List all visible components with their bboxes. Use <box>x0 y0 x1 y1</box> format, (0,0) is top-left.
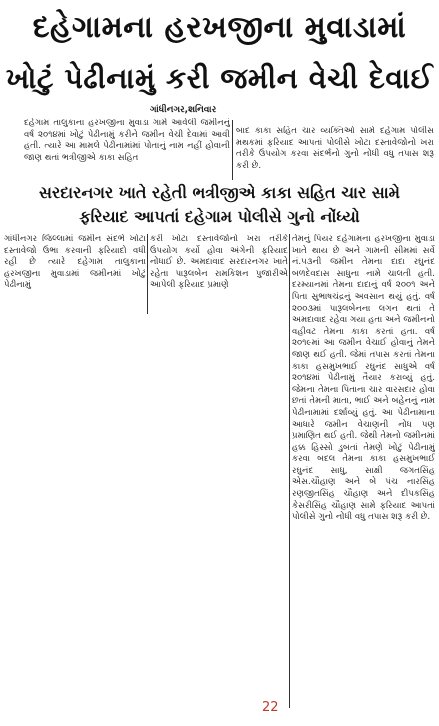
body-text-2: કરી ખોટા દસ્તાવેજોનો ખરા તરીકે ઉપયોગ કર્યો હોવા અંગેની ફરિયાદ નોંધાઈ છે. અમદાવાદ સરદારનગર ખાતે રહેતા પારૂલબેન રામકિશન પુજારીએ આપેલી ફરિયાદ પ્રમાણે <box>150 234 288 291</box>
dateline: ગાંધીનગર,શનિવાર <box>150 105 217 115</box>
subheadline-line-1: સરદારનગર ખાતે રહેતી ભત્રીજીએ કાકા સહિત ચાર સામે <box>39 183 400 202</box>
headline-line-2: ખોટું પેઢીનામું કરી જમીન વેચી દેવાઈ <box>5 62 434 95</box>
subheadline-line-2: ફરિયાદ આપતાં દહેગામ પોલીસે ગુનો નોંધ્યો <box>79 207 360 226</box>
intro-column-2 <box>236 126 434 180</box>
body-text-1: ગાંધીનગર જિલ્લામાં જમીન સંદર્ભે ખોટા દસ્તાવેજો ઉભા કરવાની ફરિયાદો વધી રહી છે ત્યારે દહેગામ તાલુકાના હરખજીના મુવાડામાં જમીનમાં ખોટું પેઢીનામું <box>4 234 146 291</box>
column-divider <box>147 234 148 314</box>
intro-text-2: બાદ કાકા સહિત ચાર વ્યક્તિઓ સામે દહેગામ પોલીસ મથકમાં ફરિયાદ આપતાં પોલીસે ખોટા દસ્તાવેજોનો ખરા તરીકે ઉપયોગ કરવા સંદર્ભનો ગુનો નોંધી વધુ તપાસ શરૂ કરી છે. <box>236 126 434 171</box>
body-column-1 <box>4 234 146 334</box>
headline-line-1: દહેગામના હરખજીના મુવાડામાં <box>32 10 407 45</box>
intro-column-1 <box>24 118 230 172</box>
body-column-3 <box>292 234 435 708</box>
intro-text-1: દહેગામ તાલુકાના હરખજીના મુવાડા ગામે આવેલી જમીનનું વર્ષ ૨૦૧૪માં ખોટું પેઢીનામું કરીને જમીન વેચી દેવામાં આવી હતી. ત્યારે આ મામલે પેઢીનામાંમાં પોતાનું નામ નહીં હોવાની જાણ થતાં ભત્રીજીએ કાકા સહિત <box>24 118 230 163</box>
column-divider <box>289 234 290 708</box>
column-divider <box>232 120 233 180</box>
page-number: 22 <box>262 700 279 715</box>
body-text-3: તેમનું પિયર દહેગામના હરખજીના મુવાડા ખાતે થાય છે અને ગામની સીમમાં સર્વે નં.૫૩ની જમીન તેમના દાદા રઘુનંદ બળદેવદાસ સાધુના નામે ચાલતી હતી. દરમ્યાનમાં તેમના દાદાનું વર્ષ ૨૦૦૧ અને પિતા સુભાષચંદ્રનું અવસાન થયું હતું. વર્ષ ૨૦૦૩માં પારૂલબેનના લગન થતાં તે અમદાવાદ રહેવા ગયા હતા અને જમીનનો વહીવટ તેમના કાકા કરતાં હતા. વર્ષ ૨૦૧૯માં આ જમીન વેચાઈ હોવાનું તેમને જાણ થઈ હતી. જેમાં તપાસ કરતાં તેમના કાકા હસમુખભાઈ રઘુનંદ સાધુએ વર્ષ ૨૦૧૪માં પેઢીનામું તૈયાર કરાવ્યું હતું. જેમના તેમના પિતાના ચાર વારસદાર હોવા છતાં તેમની માતા, ભાઈ અને બહેનનું નામ પેઢીનામામાં દર્શાવ્યું હતું. આ પેઢીનામાના આધારે જમીન વેચાણની નોંધ પણ પ્રમાણિત થઈ હતી. જેથી તેમનો જમીનમાં હક્ક હિસ્સો ડુબતાં તેમણે ખોટું પેઢીનામું કરવા બદલ તેમના કાકા હસમુખભાઈ રઘુનંદ સાધુ, સાક્ષી જગતસિંહ એસ.ચૌહાણ અને બે પંચ નારસિંહ રણજીતસિંહ ચૌહાણ અને દીપકસિંહ કેસરીસિંહ ચૌહાણ સામે ફરિયાદ આપતાં પોલીસે ગુનો નોંધી વધુ તપાસ શરૂ કરી છે. <box>292 234 435 523</box>
body-column-2 <box>150 234 288 334</box>
